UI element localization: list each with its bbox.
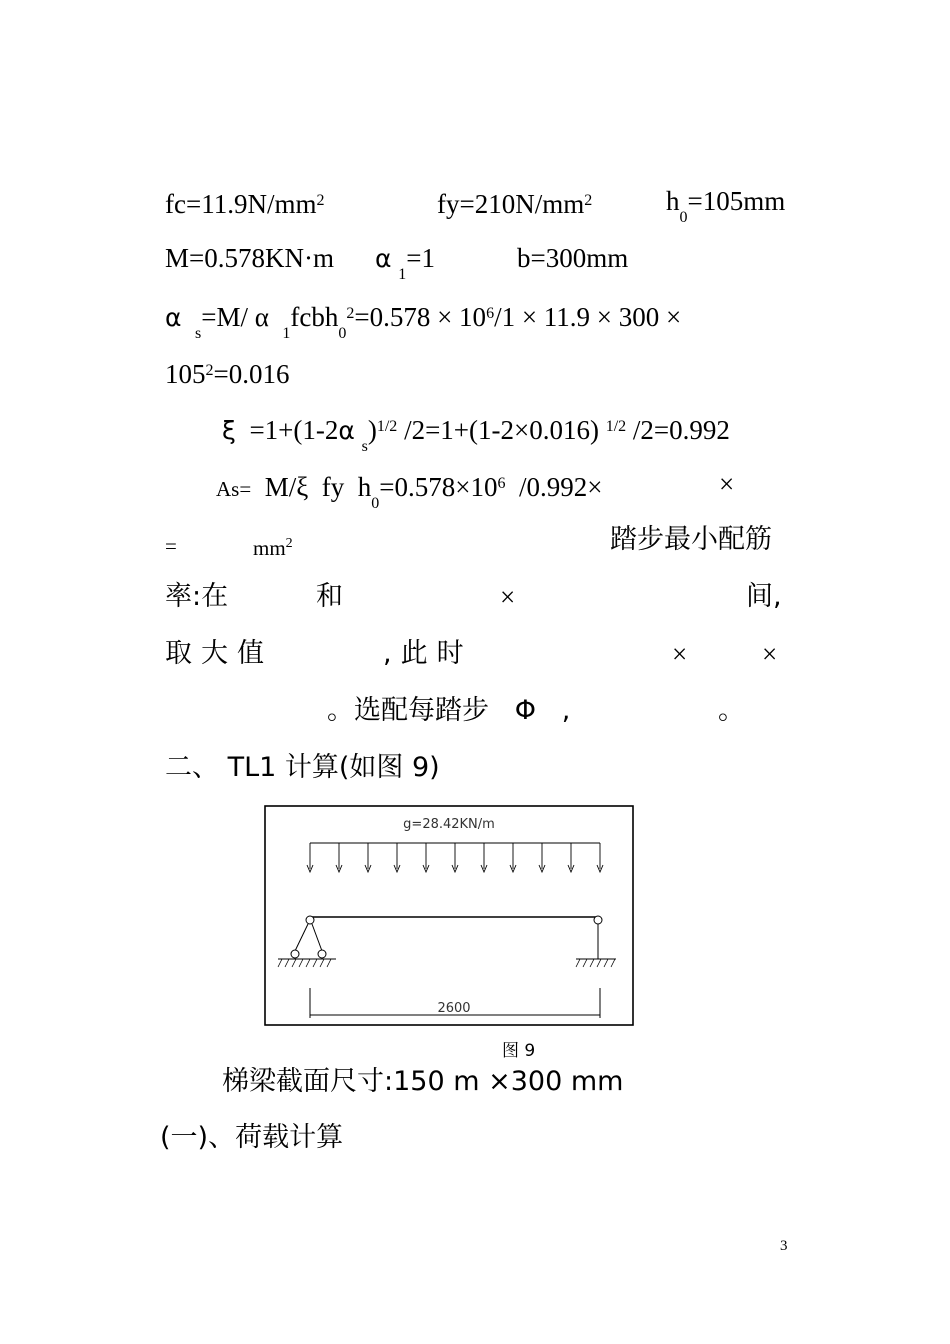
- line-h0: $h_0=105mm$: [666, 186, 786, 226]
- line-times1: ×: [500, 582, 516, 612]
- line-xi: ξ =1+(1-2α $_s$)$^{1/2}$ /2=1+(1-2×0.016) $^{1/2}$ /2=0.992: [222, 415, 730, 455]
- line-beam-size: 梯梁截面尺寸:150 m ×300 mm: [222, 1066, 624, 1097]
- line-b: b=300mm: [517, 243, 629, 273]
- line-select: 。选配每踏步 Φ ,: [327, 695, 571, 726]
- line-take-max: 取大值: [165, 638, 273, 669]
- left-hinge: [306, 916, 314, 924]
- line-times2: ×: [672, 639, 688, 669]
- left-roller-b: [318, 950, 326, 958]
- figure-border: [265, 806, 633, 1025]
- line-as-times: ×: [719, 469, 735, 499]
- line-fy: $fy=210N/mm^2$: [437, 189, 593, 219]
- span-label: 2600: [437, 1001, 471, 1016]
- line-moment: M=0.578KN·m: [165, 243, 334, 273]
- line-period: 。: [718, 695, 745, 726]
- line-min-ratio: 踏步最小配筋: [610, 524, 772, 555]
- line-as-area: As= M/ξ fy $h_0=0.578\times 10^6$ /0.992×: [216, 472, 603, 512]
- section-heading-tl1: 二、 TL1 计算(如图 9): [165, 752, 440, 783]
- line-eq: =: [165, 534, 177, 558]
- subsection-load-calc: (一)、荷载计算: [160, 1122, 344, 1153]
- left-roller-a: [291, 950, 299, 958]
- line-mm2: $mm^2$: [253, 536, 293, 560]
- line-alpha1: α $_1$=1: [375, 243, 435, 283]
- line-rate: 率:在: [165, 581, 229, 612]
- right-hinge: [594, 916, 602, 924]
- line-alpha-s: α $_s$=M/ α $_1$fcbh$_0^2$=0.578 × $10^6/1 \times 11.9 \times 300$ ×: [165, 302, 682, 342]
- line-and: 和: [316, 581, 343, 612]
- line-material-props: $fc=11.9N/mm^2$: [165, 189, 325, 219]
- load-label: g=28.42KN/m: [403, 817, 495, 832]
- beam-diagram: [264, 805, 634, 1026]
- page-number: 3: [780, 1238, 788, 1254]
- figure-caption: 图 9: [502, 1041, 536, 1061]
- line-alpha-s-result: $105^2=0.016$: [165, 359, 290, 389]
- line-times3: ×: [762, 639, 778, 669]
- line-between: 间,: [746, 581, 782, 612]
- line-comma-now: ,此时: [383, 638, 473, 669]
